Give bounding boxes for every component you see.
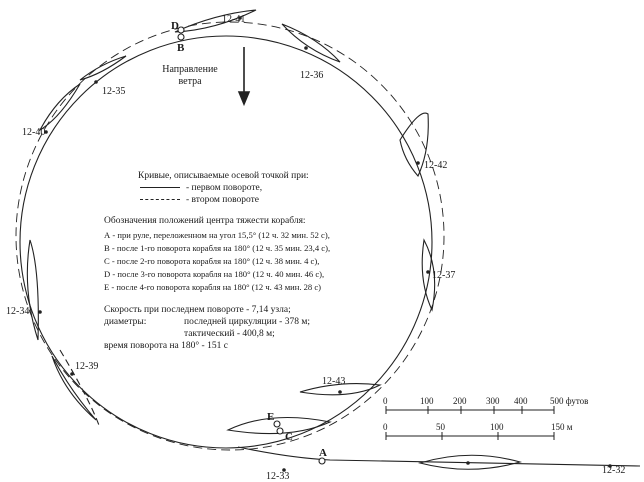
- speed-diam1: последней циркуляции - 378 м;: [184, 317, 310, 327]
- dot-1237: [426, 270, 430, 274]
- scale-feet-tick-0: 0: [383, 396, 388, 406]
- time-label-1232: 12-32: [602, 465, 626, 476]
- lens-left-upper: [40, 84, 80, 130]
- approach-line: [238, 447, 640, 466]
- scale-feet-tick-300: 300: [486, 396, 500, 406]
- dot-1236: [304, 46, 308, 50]
- dot-1234: [38, 310, 42, 314]
- speed-diam2: тактический - 400,8 м;: [184, 329, 275, 339]
- legend-title: Кривые, описываемые осевой точкой при:: [138, 171, 309, 181]
- speed-line4: время поворота на 180° - 151 с: [104, 341, 228, 351]
- time-label-1243: 12-43: [322, 376, 346, 387]
- legend-second: [140, 194, 259, 206]
- point-C-marker: [277, 428, 283, 434]
- point-label-D: D: [171, 20, 179, 32]
- scale-feet-tick-500: 500 футов: [550, 396, 589, 406]
- dot-1235: [94, 80, 98, 84]
- legend-second-text: - втором повороте: [186, 195, 260, 205]
- lens-left: [27, 240, 38, 340]
- time-label-1241: 12-41: [222, 14, 246, 25]
- dot-1243: [338, 390, 342, 394]
- scale-m-tick-100: 100: [490, 422, 504, 432]
- point-label-C: C: [285, 431, 293, 443]
- time-label-1240: 12-40: [22, 127, 46, 138]
- positions-c: С - после 2-го поворота корабля на 180° (12 ч. 38 мин. 4 с),: [104, 256, 320, 266]
- point-label-B: B: [177, 42, 185, 54]
- positions-a: А - при руле, переложенном на угол 15,5° (12 ч. 32 мин. 52 с),: [104, 230, 330, 240]
- dot-1242: [416, 161, 420, 165]
- legend-first-text: - первом повороте,: [186, 183, 263, 193]
- scale-feet-tick-200: 200: [453, 396, 467, 406]
- scale-m-tick-150: 150 м: [551, 422, 573, 432]
- lens-top-right: [282, 24, 340, 62]
- scale-feet-tick-400: 400: [514, 396, 528, 406]
- legend-dashed-swatch: [140, 199, 180, 200]
- scale-m-tick-0: 0: [383, 422, 388, 432]
- point-label-E: E: [267, 411, 275, 423]
- legend-first: [140, 182, 262, 194]
- positions-b: В - после 1-го поворота корабля на 180° (12 ч. 35 мин. 23,4 с),: [104, 243, 331, 253]
- speed-diam-label: диаметры:: [104, 317, 147, 327]
- point-E-marker: [274, 421, 280, 427]
- time-label-1239: 12-39: [75, 361, 99, 372]
- legend-solid-swatch: [140, 187, 180, 188]
- wind-caption-line1: Направление: [162, 64, 218, 75]
- dot-1239: [70, 372, 74, 376]
- time-label-1236: 12-36: [300, 70, 324, 81]
- scale-feet-tick-100: 100: [420, 396, 434, 406]
- positions-e: Е - после 4-го поворота корабля на 180° (12 ч. 43 мин. 28 с): [104, 282, 322, 292]
- positions-d: D - после 3-го поворота корабля на 180° (12 ч. 40 мин. 46 с),: [104, 269, 325, 279]
- positions-title: Обозначения положений центра тяжести корабля:: [104, 216, 306, 226]
- wind-arrow-head: [239, 92, 249, 104]
- time-label-1233: 12-33: [266, 471, 290, 482]
- time-label-1237: 12-37: [432, 270, 456, 281]
- time-label-1242: 12-42: [424, 160, 448, 171]
- point-B-marker: [178, 34, 184, 40]
- speed-line1: Скорость при последнем повороте - 7,14 узла;: [104, 305, 291, 315]
- dot-lens: [466, 461, 470, 465]
- time-label-1235: 12-35: [102, 86, 126, 97]
- scale-m-tick-50: 50: [436, 422, 445, 432]
- wind-caption: [160, 64, 220, 88]
- point-label-A: A: [319, 447, 327, 459]
- time-label-1234: 12-34: [6, 306, 30, 317]
- wind-caption-line2: ветра: [178, 76, 202, 87]
